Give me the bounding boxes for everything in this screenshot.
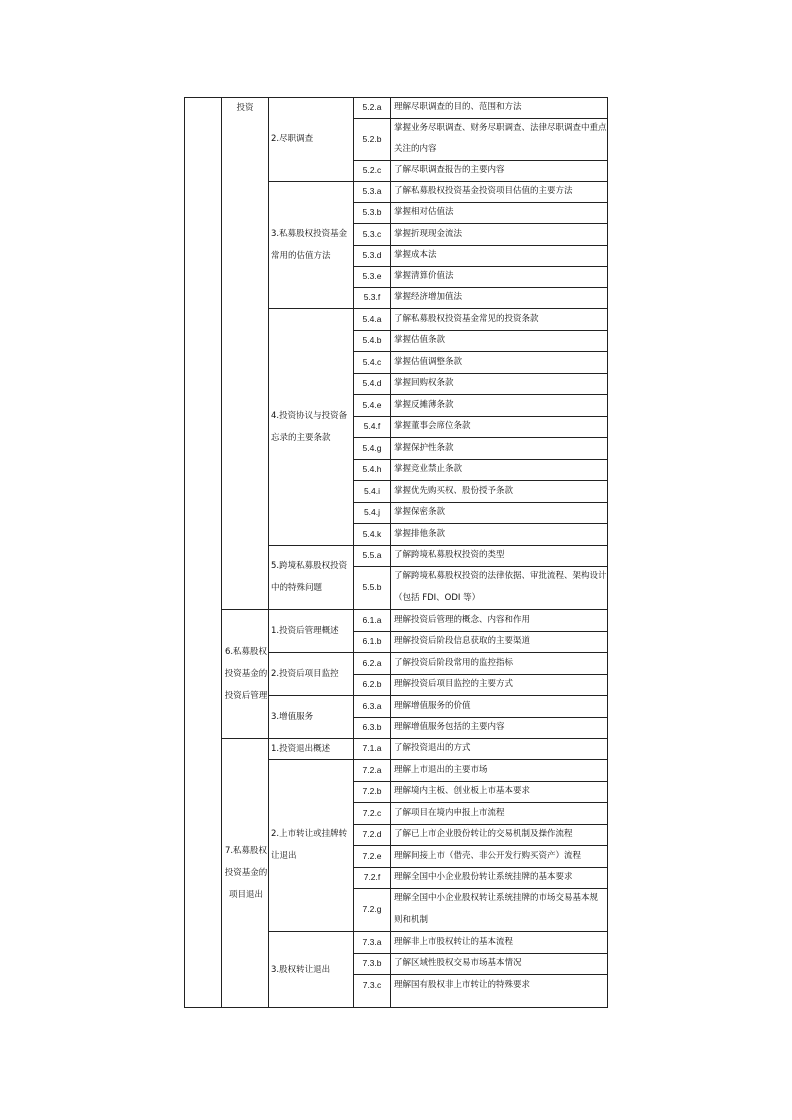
row-code: 7.2.a (362, 765, 382, 775)
section-label-line: 2.上市转让或挂牌转 (271, 829, 348, 839)
section-label (269, 931, 353, 1008)
section-label-line: 3.增值服务 (271, 711, 314, 722)
row-description: 了解私募股权投资基金常见的投资条款 (394, 314, 539, 324)
section-label (269, 308, 353, 545)
section-label-line: 2.投资后项目监控 (271, 668, 339, 679)
row-description: 了解投资退出的方式 (394, 743, 471, 753)
row-code: 5.4.a (362, 314, 382, 324)
section-label-line: 4.投资协议与投资备 (271, 410, 348, 421)
row-code: 5.4.h (362, 464, 382, 474)
chapter-label-line: 6.私募股权 (224, 646, 268, 657)
row-description: 理解投资后管理的概念、内容和作用 (394, 615, 531, 625)
row-code: 5.3.c (362, 229, 382, 239)
section-label-line: 中的特殊问题 (271, 583, 323, 593)
row-description: 理解间接上市（借壳、非公开发行购买资产）流程 (394, 851, 582, 861)
row-code: 7.2.d (362, 829, 382, 839)
row-code: 7.2.c (362, 808, 382, 818)
row-description: 了解区域性股权交易市场基本情况 (394, 958, 522, 968)
row-description-line: 关注的内容 (394, 144, 437, 154)
row-code: 6.2.b (362, 679, 382, 689)
row-description: 掌握估值调整条款 (394, 357, 463, 367)
row-code: 5.2.a (362, 102, 382, 112)
row-description: 理解增值服务包括的主要内容 (394, 722, 505, 732)
row-description: 掌握优先购买权、股份授予条款 (394, 486, 514, 496)
row-code: 7.2.b (362, 786, 382, 796)
row-code: 6.1.b (362, 636, 382, 646)
row-description-line: 掌握业务尽职调查、财务尽职调查、法律尽职调查中重点 (394, 123, 607, 133)
row-description: 理解增值服务的价值 (394, 701, 471, 711)
row-code: 7.2.g (362, 904, 382, 914)
row-code: 7.3.a (362, 937, 382, 947)
row-code: 7.2.f (363, 872, 381, 882)
row-code: 5.4.g (362, 443, 382, 453)
row-description: 了解私募股权投资基金投资项目估值的主要方法 (394, 186, 573, 196)
row-description: 掌握排他条款 (394, 529, 446, 539)
section-label-line: 5.跨境私募股权投资 (271, 561, 348, 571)
row-code: 6.3.b (362, 722, 382, 732)
chapter6-label (222, 609, 268, 738)
row-description: 理解境内主板、创业板上市基本要求 (394, 786, 531, 796)
section-label-line: 1.投资退出概述 (271, 743, 331, 754)
row-description: 理解尽职调查的目的、范围和方法 (394, 102, 522, 112)
row-code: 5.4.j (363, 507, 381, 517)
section-label (269, 97, 353, 181)
chapter-label-top: 投资 (236, 103, 254, 113)
section-label-line: 2.尽职调查 (271, 134, 314, 144)
row-description (391, 888, 608, 931)
row-description: 了解跨境私募股权投资的类型 (394, 550, 505, 560)
section-label (269, 695, 353, 738)
row-code: 6.1.a (362, 615, 382, 625)
section-label-line: 让退出 (271, 851, 297, 861)
row-description-line: （包括 FDI、ODI 等） (394, 592, 481, 603)
row-code: 5.5.b (362, 582, 382, 592)
chapter-label-line: 投资后管理 (224, 690, 268, 701)
row-code: 7.1.a (362, 743, 382, 753)
row-description: 理解上市退出的主要市场 (394, 765, 488, 775)
section-label (269, 545, 353, 609)
row-description: 掌握竞业禁止条款 (394, 464, 463, 474)
row-description: 了解项目在境内申报上市流程 (394, 808, 505, 818)
row-description-line: 了解跨境私募股权投资的法律依据、审批流程、架构设计 (394, 571, 607, 581)
chapter-label-line: 项目退出 (228, 890, 263, 900)
row-code: 7.2.e (362, 851, 382, 861)
section-label-line: 3.私募股权投资基金 (271, 228, 348, 239)
row-description: 理解全国中小企业股份转让系统挂牌的基本要求 (394, 872, 573, 882)
exam-syllabus-table (184, 97, 608, 1008)
row-description (391, 566, 608, 609)
row-description: 掌握反摊薄条款 (394, 400, 454, 410)
row-description: 理解非上市股权转让的基本流程 (394, 937, 514, 947)
section-label (269, 609, 353, 652)
section-label (269, 759, 353, 931)
row-description: 了解投资后阶段常用的监控指标 (394, 658, 514, 668)
row-code: 5.3.e (362, 271, 382, 281)
row-code: 5.4.e (362, 400, 382, 410)
row-description: 了解尽职调查报告的主要内容 (394, 165, 505, 175)
chapter-label-line: 7.私募股权 (224, 846, 268, 856)
row-code: 5.4.k (362, 529, 382, 539)
row-code: 5.4.c (362, 357, 382, 367)
row-description: 掌握成本法 (394, 250, 437, 260)
row-code: 5.3.b (362, 207, 382, 217)
row-code: 5.4.b (362, 335, 382, 345)
row-code: 7.3.b (362, 958, 382, 968)
row-description: 理解投资后阶段信息获取的主要渠道 (394, 636, 531, 646)
chapter-label-line: 投资基金的 (224, 668, 268, 679)
row-description-line: 理解全国中小企业股权转让系统挂牌的市场交易基本规 (394, 893, 599, 903)
section-label-line: 3.股权转让退出 (271, 964, 331, 975)
section-label-line: 常用的估值方法 (271, 250, 331, 261)
row-code: 5.2.b (362, 134, 382, 144)
section-label (269, 738, 353, 759)
row-description: 掌握回购权条款 (394, 378, 454, 388)
row-code: 7.3.c (362, 980, 382, 990)
row-description: 掌握折现现金流法 (394, 229, 463, 239)
row-description: 掌握保护性条款 (394, 443, 454, 453)
row-code: 5.4.f (363, 421, 381, 431)
row-code: 5.3.a (362, 186, 382, 196)
row-description: 掌握清算价值法 (394, 271, 454, 281)
row-description (391, 118, 608, 160)
row-description: 掌握相对估值法 (394, 207, 454, 217)
row-description: 了解已上市企业股份转让的交易机制及操作流程 (394, 829, 573, 839)
section-label-line: 1.投资后管理概述 (271, 625, 339, 636)
row-description: 掌握董事会席位条款 (394, 421, 471, 431)
row-description: 理解投资后项目监控的主要方式 (394, 679, 514, 689)
row-description: 掌握保密条款 (394, 507, 446, 517)
row-code: 5.5.a (362, 550, 382, 560)
row-description: 理解国有股权非上市转让的特殊要求 (394, 980, 531, 990)
row-code: 5.4.d (362, 378, 382, 388)
row-code: 5.3.d (362, 250, 382, 260)
row-code: 6.2.a (362, 658, 382, 668)
section-label (269, 181, 353, 308)
section-label (269, 652, 353, 695)
chapter7-label (222, 738, 268, 1008)
row-description: 掌握估值条款 (394, 335, 446, 345)
row-code: 6.3.a (362, 701, 382, 711)
chapter-label-line: 投资基金的 (224, 868, 268, 878)
section-label-line: 忘录的主要条款 (271, 432, 331, 443)
row-code: 5.2.c (362, 165, 382, 175)
row-description: 掌握经济增加值法 (394, 292, 463, 302)
row-code: 5.4.i (363, 486, 381, 496)
row-code: 5.3.f (363, 292, 381, 302)
row-description-line: 则和机制 (394, 914, 429, 925)
